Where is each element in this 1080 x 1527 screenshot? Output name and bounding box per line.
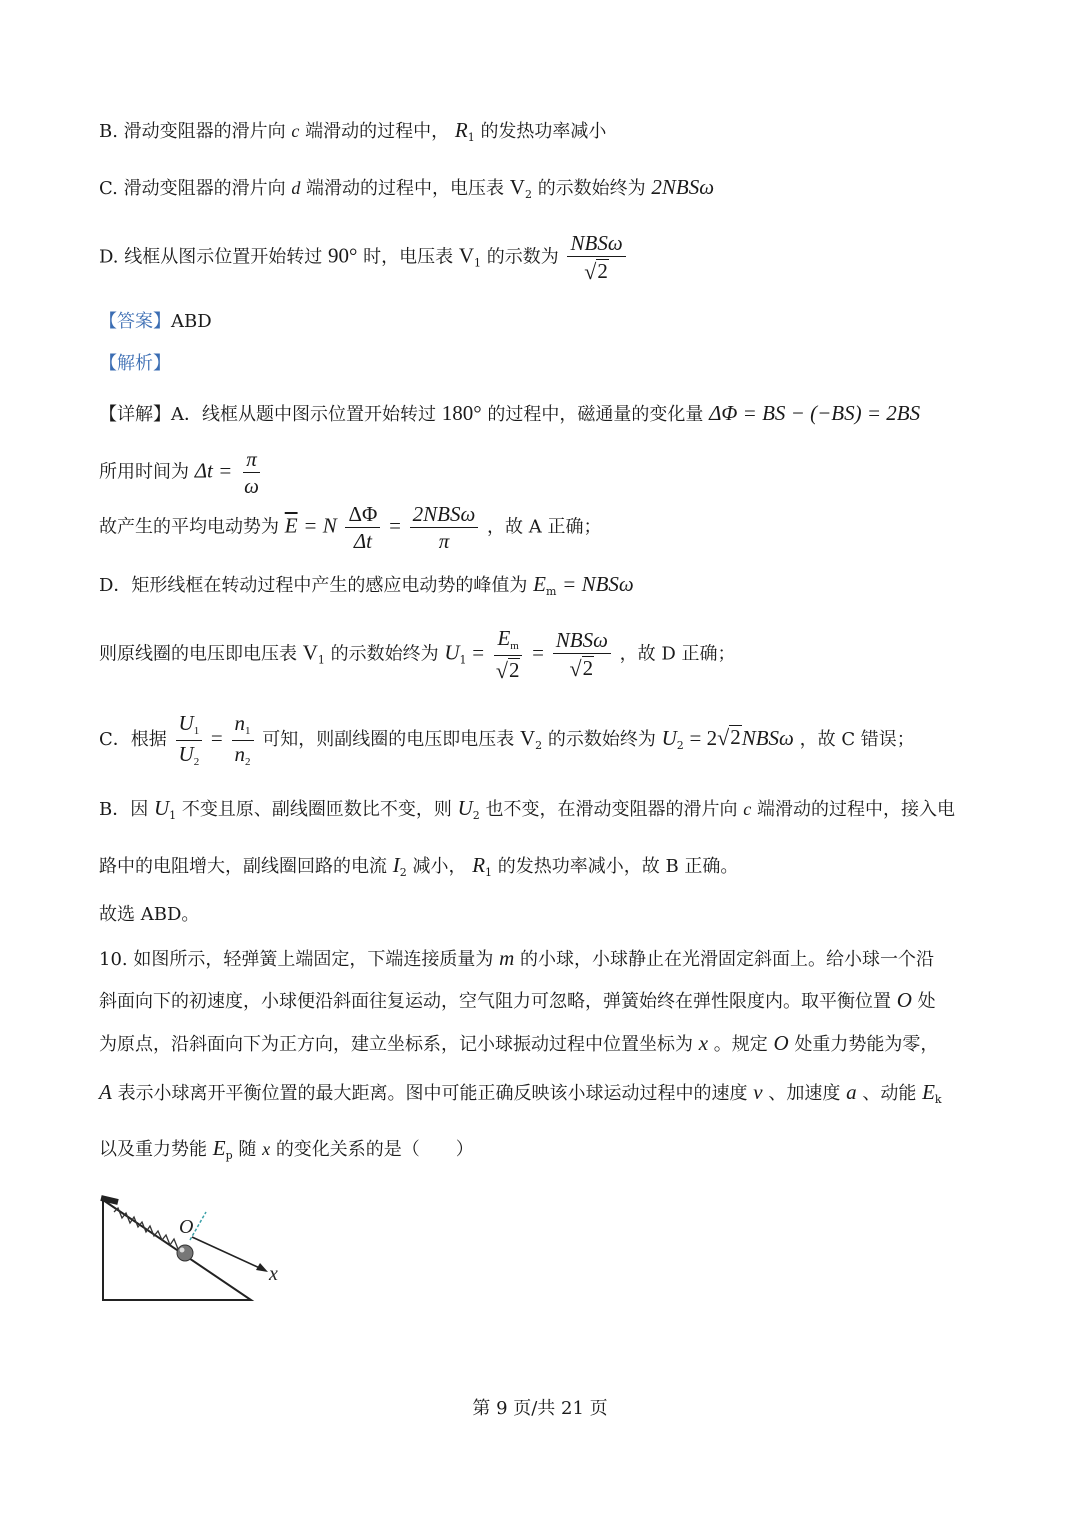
emf-line: 故产生的平均电动势为 $\overline{E} = N$ $\frac{\Delta\Phi}{\Delta t}$ = $\frac{\text{2NBSω}}{\pi}$ ，故 A 正确；	[99, 502, 602, 554]
analysis-tag: 【解析】	[99, 353, 171, 374]
ball-highlight	[180, 1248, 185, 1253]
d-peak: D．矩形线框在转动过程中产生的感应电动势的峰值为 $E_m = NBS\omega$	[99, 572, 634, 598]
c-u2: C．根据 $\frac{U_1}{U_2}$ = $\frac{n_1}{n_2}$ 可知，则副线圈的电压即电压表 $V_2$ 的示数始终为 $U_2 = 2$ √ 2 NBSω ，故 C 错误；	[99, 711, 915, 768]
option-c: C. 滑动变阻器的滑片向 d 端滑动的过程中，电压表 $V_2$ 的示数始终为 2NBSω	[99, 175, 715, 201]
time-line: 所用时间为 Δt = $\frac{\pi}{\omega}$	[99, 448, 265, 497]
page-footer: 第 9 页/共 21 页	[472, 1398, 608, 1419]
b-explain-1: B．因 $U_1$ 不变且原、副线圈匝数比不变，则 $U_2$ 也不变，在滑动变阻器的滑片向 c 端滑动的过程中，接入电	[99, 796, 955, 822]
q10-line-4: A 表示小球离开平衡位置的最大距离。图中可能正确反映该小球运动过程中的速度 v 、加速度 a 、动能 $E_k$	[99, 1080, 942, 1106]
fixed-support	[101, 1198, 118, 1202]
fraction: $\frac{\pi}{\omega}$	[244, 447, 259, 499]
q10-line-2: 斜面向下的初速度，小球便沿斜面往复运动，空气阻力可忽略，弹簧始终在弹性限度内。取平衡位置 O 处	[99, 988, 936, 1012]
d-u1: 则原线圈的电压即电压表 $V_1$ 的示数始终为 $U_1$ = $E_m$ √ 2 = NBSω √ 2 ，故 D 正确；	[99, 626, 736, 683]
x-axis-arrowhead	[256, 1263, 268, 1272]
fraction: $\frac{\Delta\Phi}{\Delta t}$	[345, 503, 380, 552]
fraction: $\frac{n_1}{n_2}$	[232, 712, 254, 768]
detail-a: 【详解】A．线框从题中图示位置开始转过 180° 的过程中，磁通量的变化量 ΔΦ = BS − (−BS) = 2BS	[99, 401, 921, 425]
b-explain-2: 路中的电阻增大，副线圈回路的电流 $I_2$ 减小， $R_1$ 的发热功率减小，故 B 正确。	[99, 853, 739, 879]
fraction: $\frac{U_1}{U_2}$	[176, 712, 203, 768]
option-b: B. 滑动变阻器的滑片向 c 端滑动的过程中， $R_1$ 的发热功率减小	[99, 118, 607, 144]
answer: 【答案】ABD	[99, 311, 212, 332]
incline-figure	[96, 1188, 296, 1313]
fraction: NBSω √ 2	[553, 629, 611, 680]
fraction: $\frac{\text{2NBSω}}{\pi}$	[410, 503, 479, 552]
axis-label: x	[269, 1263, 278, 1285]
origin-label: O	[179, 1216, 194, 1238]
choose-line: 故选 ABD。	[99, 904, 200, 925]
option-d: D. 线框从图示位置开始转过 90° 时，电压表 $V_1$ 的示数为 NBSω √ 2	[99, 232, 629, 283]
q10-line-1: 10. 如图所示，轻弹簧上端固定，下端连接质量为 m 的小球，小球静止在光滑固定斜面上。给小球一个沿	[99, 946, 934, 970]
q10-line-5: 以及重力势能 $E_p$ 随 x 的变化关系的是（ ）	[99, 1136, 474, 1162]
fraction: $E_m$ √ 2	[493, 627, 524, 682]
x-axis-line	[192, 1237, 264, 1270]
ball	[177, 1245, 193, 1261]
q10-line-3: 为原点，沿斜面向下为正方向，建立坐标系，记小球振动过程中位置坐标为 x 。规定 O 处重力势能为零，	[99, 1031, 939, 1055]
fraction: NBSω √ 2	[567, 232, 625, 283]
incline-diagram	[96, 1188, 296, 1308]
